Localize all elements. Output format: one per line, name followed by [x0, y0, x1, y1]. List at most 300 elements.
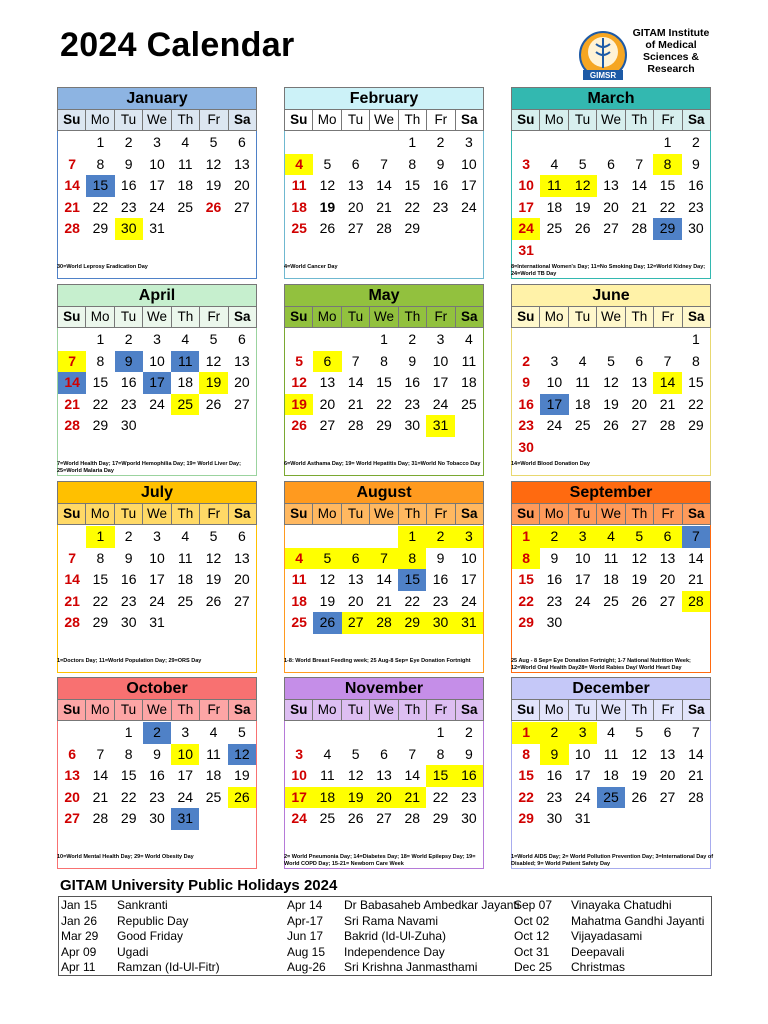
day-cell: 14	[347, 374, 364, 390]
holiday-name: Vijayadasami	[571, 929, 643, 943]
day-cell: 23	[120, 395, 137, 412]
weekday-header: We	[370, 504, 398, 524]
day-cell: 2	[143, 722, 171, 744]
day-cell: 31	[574, 810, 591, 826]
day-cell: 15	[398, 569, 426, 591]
day-cell: 27	[631, 417, 648, 433]
month-name: January	[57, 87, 257, 109]
day-cell: 17	[432, 374, 449, 390]
weekday-header: We	[597, 504, 625, 524]
day-cell: 7	[691, 724, 700, 740]
day-cell: 12	[319, 177, 336, 193]
day-cell: 29	[518, 614, 534, 630]
day-cell: 26	[574, 220, 591, 236]
weekday-header: Sa	[233, 309, 251, 324]
day-cell: 11	[206, 745, 221, 762]
empty-cell	[58, 329, 86, 351]
day-cell: 13	[64, 767, 80, 783]
day-cell: 21	[64, 395, 80, 412]
weekday-header: Mo	[313, 700, 341, 720]
weekday-header: Fr	[427, 504, 455, 524]
weekday-header: Mo	[313, 110, 341, 130]
day-cell: 23	[149, 788, 165, 805]
day-cell: 11	[320, 767, 335, 783]
month-note: 25 Aug - 8 Sep= Eye Donation Fortnight; 1-7 National Nutrition Week; 12=World Oral Health Day28= World Rabies Day/ World Heart Day	[511, 658, 691, 671]
empty-cell	[285, 329, 313, 351]
month-note: 1=World AIDS Day; 2= World Pollution Prevention Day; 3=International Day of Disabled; 9= World Patient Safety Day	[511, 854, 714, 867]
empty-cell	[512, 329, 540, 351]
weekday-header: Tu	[342, 504, 370, 524]
day-cell: 4	[181, 134, 190, 150]
holidays-title: GITAM University Public Holidays 2024	[60, 877, 338, 894]
day-cell: 16	[404, 374, 421, 390]
day-cell: 16	[546, 571, 563, 587]
day-cell: 7	[351, 352, 360, 369]
day-cell: 18	[603, 571, 619, 587]
holiday-date: Mar 29	[61, 929, 99, 943]
day-cell: 26	[319, 220, 336, 236]
empty-cell	[370, 526, 398, 548]
day-cell: 4	[285, 154, 313, 176]
weekday-header: Tu	[342, 110, 370, 130]
day-cell: 28	[376, 220, 392, 236]
day-cell: 26	[291, 417, 307, 433]
weekday-header: Fr	[200, 110, 228, 130]
empty-cell	[512, 132, 540, 154]
month-april	[57, 284, 257, 476]
holiday-date: Jan 26	[61, 913, 98, 928]
month-march	[511, 87, 711, 279]
holiday-date: Oct 02	[514, 913, 550, 928]
empty-cell	[342, 132, 370, 154]
month-note: 4=World Cancer Day	[284, 264, 338, 270]
weekday-header: Th	[172, 307, 200, 327]
weekday-header: Tu	[115, 110, 143, 130]
day-cell: 17	[518, 198, 534, 215]
weekday-header: Th	[172, 504, 200, 524]
day-cell: 4	[550, 155, 559, 172]
day-cell: 12	[205, 155, 222, 172]
day-cell: 23	[432, 592, 449, 609]
month-may	[284, 284, 484, 476]
day-cell: 13	[603, 177, 619, 193]
weekday-header: Fr	[200, 700, 228, 720]
day-cell: 27	[342, 612, 370, 634]
day-cell: 23	[404, 395, 421, 412]
weekday-header: We	[597, 110, 625, 130]
month-note: 14=World Blood Donation Day	[511, 461, 590, 467]
day-cell: 28	[404, 810, 421, 826]
weekday-header: Fr	[427, 110, 455, 130]
day-cell: 14	[653, 372, 681, 394]
day-cell: 13	[659, 745, 676, 762]
day-cell: 28	[688, 788, 704, 805]
institute-logo	[578, 28, 628, 84]
day-cell: 10	[574, 549, 591, 566]
day-cell: 2	[124, 134, 133, 150]
day-cell: 22	[92, 198, 109, 215]
day-cell: 3	[550, 352, 559, 369]
day-cell: 5	[209, 331, 218, 347]
day-cell: 2	[540, 722, 568, 744]
weekday-header: We	[370, 110, 398, 130]
day-cell: 1	[436, 724, 445, 740]
day-cell: 6	[313, 351, 341, 373]
weekday-header: Sa	[687, 309, 705, 324]
day-cell: 28	[64, 614, 80, 630]
weekday-header: We	[143, 110, 171, 130]
day-cell: 26	[205, 592, 222, 609]
day-cell: 9	[124, 155, 133, 172]
day-cell: 25	[171, 394, 199, 416]
empty-cell	[370, 132, 398, 154]
empty-cell	[540, 132, 568, 154]
day-cell: 7	[68, 155, 77, 172]
holiday-date: Apr-17	[287, 913, 324, 928]
holiday-name: Deepavali	[571, 944, 625, 959]
day-cell: 4	[323, 745, 332, 762]
day-cell: 17	[149, 571, 165, 587]
day-cell: 11	[291, 177, 307, 193]
day-cell: 21	[659, 395, 676, 412]
day-cell: 10	[149, 549, 165, 566]
day-cell: 30	[120, 614, 137, 630]
day-cell: 14	[376, 177, 392, 193]
day-cell: 4	[209, 724, 218, 740]
day-cell: 27	[347, 220, 364, 236]
day-cell: 7	[370, 548, 398, 570]
weekday-header: We	[597, 307, 625, 327]
day-cell: 22	[92, 592, 109, 609]
weekday-header: Tu	[569, 110, 597, 130]
day-cell: 20	[64, 788, 80, 805]
day-cell: 28	[370, 612, 398, 634]
day-cell: 30	[546, 614, 563, 630]
month-name: July	[57, 481, 257, 503]
holiday-date: Dec 25	[514, 960, 553, 974]
day-cell: 15	[518, 571, 534, 587]
month-note: 7=World Health Day; 17=Wporld Hemophilia Day; 19= World Liver Day; 25=World Malaria Day	[57, 461, 241, 474]
day-cell: 23	[688, 198, 704, 215]
day-cell: 27	[659, 788, 676, 805]
day-cell: 5	[607, 352, 615, 369]
month-name: April	[57, 284, 257, 306]
day-cell: 15	[376, 374, 392, 390]
day-cell: 2	[436, 134, 445, 150]
holiday-name: Mahatma Gandhi Jayanti	[571, 913, 705, 928]
weekday-header: Mo	[540, 504, 568, 524]
day-cell: 9	[436, 549, 445, 566]
weekday-header: Fr	[654, 700, 682, 720]
day-cell: 22	[518, 788, 534, 805]
weekday-header: Mo	[540, 307, 568, 327]
day-cell: 16	[120, 571, 137, 587]
day-cell: 20	[659, 571, 676, 587]
holiday-name: Sri Krishna Janmasthami	[344, 960, 478, 974]
day-cell: 19	[205, 571, 222, 587]
holiday-date: Aug-26	[287, 960, 326, 974]
weekday-header: Su	[58, 307, 86, 327]
day-cell: 31	[518, 241, 534, 258]
day-cell: 13	[234, 155, 250, 172]
day-cell: 12	[569, 175, 597, 197]
holiday-name: Sri Rama Navami	[344, 913, 439, 928]
month-name: September	[511, 481, 711, 503]
day-cell: 15	[86, 175, 114, 197]
day-cell: 28	[347, 417, 364, 433]
day-cell: 6	[653, 526, 681, 548]
day-cell: 13	[319, 374, 336, 390]
day-cell: 23	[546, 788, 563, 805]
day-cell: 5	[625, 526, 653, 548]
day-cell: 5	[313, 548, 341, 570]
day-cell: 20	[659, 767, 676, 783]
day-cell: 13	[234, 352, 250, 369]
weekday-header: Su	[285, 307, 313, 327]
day-cell: 6	[342, 548, 370, 570]
month-name: March	[511, 87, 711, 109]
weekday-header: Mo	[86, 307, 114, 327]
month-june	[511, 284, 711, 476]
day-cell: 31	[455, 612, 483, 634]
day-cell: 18	[177, 374, 194, 390]
day-cell: 10	[171, 744, 199, 766]
day-cell: 1	[124, 724, 133, 740]
day-cell: 11	[575, 374, 590, 390]
weekday-header: Mo	[86, 110, 114, 130]
weekday-header: Mo	[313, 504, 341, 524]
day-cell: 30	[546, 810, 563, 826]
holiday-name: Republic Day	[117, 913, 189, 928]
day-cell: 20	[347, 198, 364, 215]
day-cell: 20	[319, 395, 336, 412]
weekday-header: Tu	[569, 504, 597, 524]
day-cell: 20	[234, 374, 250, 390]
holiday-date: Jan 15	[61, 898, 98, 912]
weekday-header: Th	[399, 504, 427, 524]
day-cell: 25	[603, 592, 619, 609]
logo-text: GIMSR	[589, 71, 617, 80]
day-cell: 7	[380, 155, 388, 172]
day-cell: 5	[237, 724, 246, 740]
day-cell: 4	[285, 548, 313, 570]
day-cell: 16	[120, 177, 137, 193]
day-cell: 5	[351, 745, 360, 762]
day-cell: 12	[319, 571, 336, 587]
day-cell: 7	[68, 549, 77, 566]
day-cell: 18	[291, 592, 307, 609]
day-cell: 14	[58, 372, 86, 394]
month-note: 8=International Women's Day; 11=No Smoking Day; 12=World Kidney Day; 24=World TB Day	[511, 264, 706, 277]
day-cell: 25	[597, 787, 625, 809]
weekday-header: Sa	[687, 702, 705, 717]
day-cell: 14	[92, 767, 109, 783]
day-cell: 17	[461, 177, 477, 193]
day-cell: 8	[96, 352, 105, 369]
day-cell: 2	[408, 331, 417, 347]
day-cell: 31	[426, 415, 454, 437]
day-cell: 18	[313, 787, 341, 809]
institute-line: Sciences &	[642, 51, 700, 63]
day-cell: 28	[64, 417, 80, 433]
weekday-header: Fr	[200, 307, 228, 327]
day-cell: 17	[540, 394, 568, 416]
weekday-header: Su	[58, 110, 86, 130]
day-cell: 14	[64, 177, 80, 193]
day-cell: 11	[178, 155, 193, 172]
weekday-header: Fr	[654, 110, 682, 130]
day-cell: 11	[171, 351, 199, 373]
weekday-header: We	[143, 504, 171, 524]
day-cell: 19	[234, 767, 250, 783]
empty-cell	[342, 722, 370, 744]
day-cell: 23	[120, 198, 137, 215]
day-cell: 28	[631, 220, 648, 236]
day-cell: 12	[205, 352, 222, 369]
day-cell: 6	[237, 331, 246, 347]
month-july	[57, 481, 257, 673]
weekday-header: Th	[399, 110, 427, 130]
weekday-header: Fr	[427, 307, 455, 327]
day-cell: 9	[153, 745, 161, 762]
day-cell: 29	[92, 220, 109, 236]
day-cell: 4	[597, 526, 625, 548]
weekday-header: Tu	[569, 307, 597, 327]
day-cell: 6	[237, 528, 246, 544]
day-cell: 8	[522, 745, 531, 762]
day-cell: 24	[546, 417, 563, 433]
day-cell: 19	[319, 592, 336, 609]
month-november	[284, 677, 484, 869]
empty-cell	[285, 722, 313, 744]
day-cell: 1	[96, 331, 105, 347]
day-cell: 15	[426, 765, 454, 787]
day-cell: 7	[58, 351, 86, 373]
day-cell: 22	[518, 592, 534, 609]
day-cell: 30	[688, 220, 704, 236]
day-cell: 26	[313, 612, 341, 634]
month-january	[57, 87, 257, 279]
day-cell: 30	[149, 810, 165, 826]
empty-cell	[653, 329, 681, 351]
day-cell: 13	[376, 767, 392, 783]
month-note: 10=World Mental Health Day; 29= World Obesity Day	[57, 854, 194, 860]
day-cell: 21	[398, 787, 426, 809]
day-cell: 27	[376, 810, 392, 826]
day-cell: 23	[461, 788, 477, 805]
empty-cell	[313, 526, 341, 548]
holiday-date: Jun 17	[287, 929, 324, 943]
month-name: November	[284, 677, 484, 699]
day-cell: 2	[124, 528, 133, 544]
day-cell: 30	[404, 417, 421, 433]
day-cell: 24	[432, 395, 449, 412]
day-cell: 1	[380, 331, 388, 347]
holiday-name: Good Friday	[117, 929, 184, 943]
day-cell: 17	[461, 571, 477, 587]
day-cell: 24	[574, 592, 591, 609]
day-cell: 23	[432, 198, 449, 215]
day-cell: 3	[569, 526, 597, 548]
day-cell: 21	[376, 592, 392, 609]
holiday-date: Apr 11	[61, 960, 96, 974]
day-cell: 15	[120, 767, 137, 783]
empty-cell	[285, 132, 313, 154]
day-cell: 29	[432, 810, 449, 826]
empty-cell	[625, 329, 653, 351]
day-cell: 24	[149, 592, 165, 609]
day-cell: 16	[432, 177, 449, 193]
day-cell: 11	[603, 745, 619, 762]
empty-cell	[625, 132, 653, 154]
weekday-header: Th	[399, 307, 427, 327]
weekday-header: Su	[285, 504, 313, 524]
day-cell: 1	[408, 134, 417, 150]
empty-cell	[285, 526, 313, 548]
day-cell: 27	[234, 395, 250, 412]
day-cell: 18	[291, 198, 307, 215]
institute-line: GITAM Institute	[632, 27, 710, 39]
day-cell: 24	[461, 592, 477, 609]
month-september	[511, 481, 711, 673]
weekday-header: Th	[172, 110, 200, 130]
day-cell: 20	[234, 177, 250, 193]
day-cell: 15	[688, 374, 704, 390]
day-cell: 16	[432, 571, 449, 587]
day-cell: 17	[285, 787, 313, 809]
day-cell: 30	[518, 438, 534, 455]
day-cell: 7	[408, 745, 417, 762]
day-cell: 19	[199, 372, 227, 394]
day-cell: 26	[631, 592, 648, 609]
day-cell: 6	[68, 745, 77, 762]
day-cell: 12	[205, 549, 222, 566]
day-cell: 31	[149, 614, 165, 630]
weekday-header: We	[143, 700, 171, 720]
day-cell: 11	[540, 175, 568, 197]
day-cell: 29	[398, 612, 426, 634]
weekday-header: Fr	[654, 504, 682, 524]
day-cell: 14	[64, 571, 80, 587]
day-cell: 31	[149, 220, 165, 236]
day-cell: 10	[291, 767, 307, 783]
day-cell: 6	[607, 155, 615, 172]
empty-cell	[58, 132, 86, 154]
day-cell: 19	[574, 198, 591, 215]
day-cell: 13	[631, 374, 648, 390]
weekday-header: Mo	[540, 110, 568, 130]
empty-cell	[398, 722, 426, 744]
day-cell: 22	[120, 788, 137, 805]
day-cell: 3	[295, 745, 304, 762]
month-note: 1=Doctors Day; 11=World Population Day; 29=ORS Day	[57, 658, 202, 664]
day-cell: 12	[631, 745, 648, 762]
day-cell: 24	[291, 810, 307, 826]
day-cell: 14	[631, 177, 648, 193]
day-cell: 25	[319, 810, 336, 826]
day-cell: 15	[518, 767, 534, 783]
empty-cell	[342, 329, 370, 351]
day-cell: 25	[546, 220, 563, 236]
day-cell: 10	[432, 352, 449, 369]
day-cell: 17	[574, 571, 591, 587]
day-cell: 29	[376, 417, 392, 433]
holiday-date: Oct 31	[514, 944, 550, 959]
day-cell: 12	[347, 767, 364, 783]
day-cell: 13	[659, 549, 676, 566]
weekday-header: We	[597, 700, 625, 720]
month-name: December	[511, 677, 711, 699]
